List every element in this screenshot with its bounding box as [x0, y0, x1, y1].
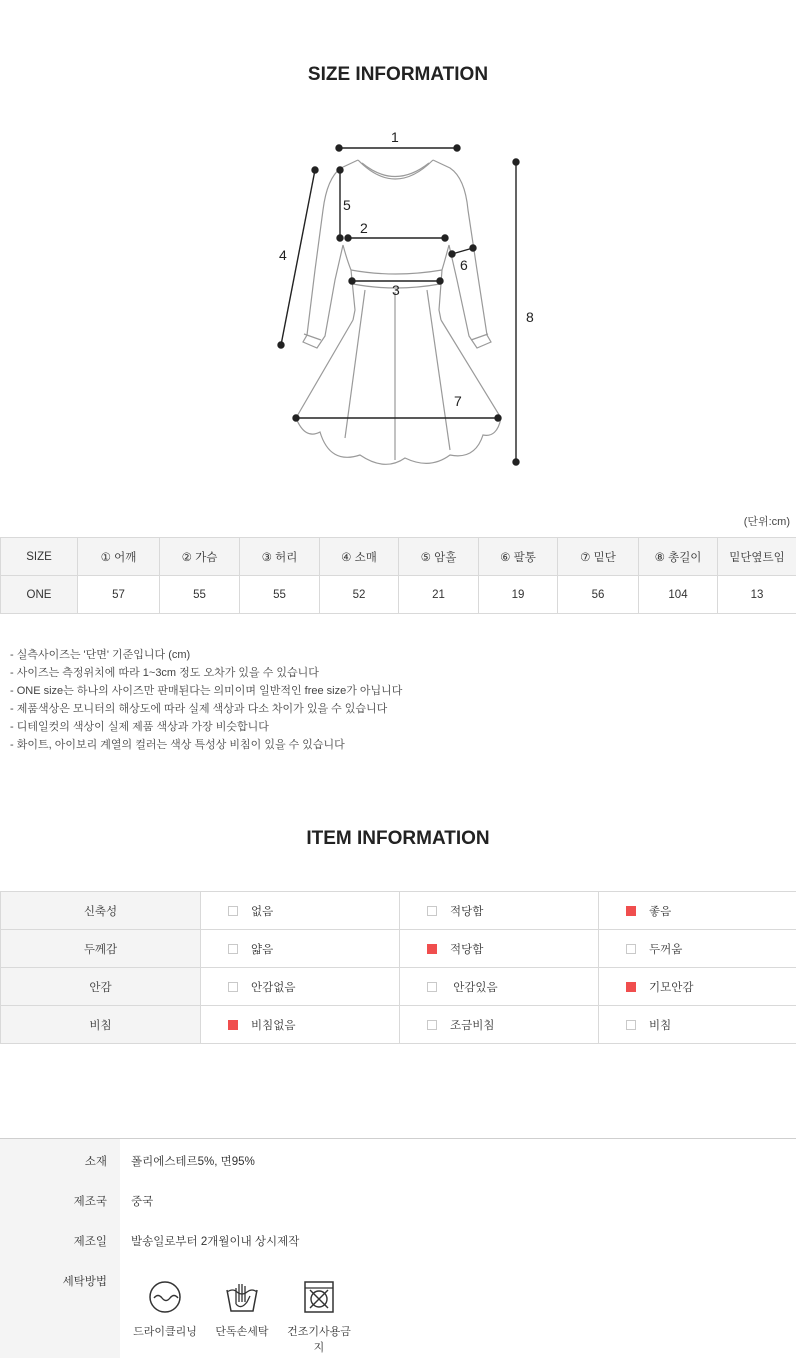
item-option-label: 조금비침	[450, 1019, 495, 1032]
size-cell: 104	[639, 576, 718, 614]
item-option-label: 적당함	[450, 905, 484, 918]
unchecked-box-icon	[228, 906, 238, 916]
measure-label-5: 5	[343, 197, 351, 213]
unchecked-box-icon	[427, 982, 437, 992]
measure-label-7: 7	[454, 393, 462, 409]
size-col-header: ④ 소매	[320, 538, 399, 576]
spec-key: 제조국	[73, 1196, 107, 1208]
item-table	[0, 891, 796, 1044]
size-cell: 57	[78, 576, 160, 614]
item-option	[201, 968, 400, 1006]
size-col-header: ② 가슴	[160, 538, 240, 576]
spec-value: 발송일로부터 2개월이내 상시제작	[131, 1236, 300, 1248]
unchecked-box-icon	[427, 906, 437, 916]
wash-no-dryer	[284, 1280, 354, 1355]
product-spec	[0, 1138, 796, 1358]
measure-label-3: 3	[392, 282, 400, 298]
wash-label-hand-wash: 단독손세탁	[215, 1326, 269, 1338]
item-row-label: 안감	[1, 968, 201, 1006]
size-table-row	[1, 576, 796, 614]
measure-label-8: 8	[526, 309, 534, 325]
dress-measurement-diagram	[265, 120, 545, 480]
size-note: - 실측사이즈는 '단면' 기준입니다 (cm)	[10, 649, 191, 661]
item-option-label: 안감있음	[450, 981, 498, 994]
wash-dry-clean	[130, 1280, 200, 1339]
unchecked-box-icon	[228, 982, 238, 992]
no-tumble-dry-icon	[302, 1280, 336, 1314]
item-option-label: 안감없음	[251, 981, 296, 994]
item-option	[599, 968, 796, 1006]
measure-label-1: 1	[391, 129, 399, 145]
item-option	[599, 930, 796, 968]
item-option	[599, 892, 796, 930]
size-information-title: SIZE INFORMATION	[307, 64, 489, 85]
unchecked-box-icon	[626, 1020, 636, 1030]
size-col-header: ① 어깨	[78, 538, 160, 576]
item-information-title: ITEM INFORMATION	[306, 828, 490, 849]
item-option-label: 비침	[649, 1019, 672, 1032]
unchecked-box-icon	[626, 944, 636, 954]
size-note: - 사이즈는 측정위치에 따라 1~3cm 정도 오차가 있을 수 있습니다	[10, 667, 319, 679]
item-option	[599, 1006, 796, 1044]
wash-label-no-dryer: 건조기사용금지	[287, 1326, 351, 1354]
item-option-label: 적당함	[450, 943, 484, 956]
item-option	[400, 1006, 599, 1044]
measure-label-4: 4	[279, 247, 287, 263]
size-col-header: SIZE	[1, 538, 78, 576]
item-row-label: 신축성	[1, 892, 201, 930]
size-cell: 55	[240, 576, 320, 614]
size-cell: 21	[399, 576, 479, 614]
item-option-label: 두꺼움	[649, 943, 683, 956]
size-notes	[10, 646, 402, 754]
item-row-label: 두께감	[1, 930, 201, 968]
hand-wash-icon	[223, 1280, 261, 1314]
unchecked-box-icon	[427, 1020, 437, 1030]
size-cell: ONE	[1, 576, 78, 614]
spec-value: 중국	[131, 1196, 154, 1208]
size-cell: 56	[558, 576, 639, 614]
item-row-label: 비침	[1, 1006, 201, 1044]
measure-label-6: 6	[460, 257, 468, 273]
item-option	[201, 892, 400, 930]
item-option	[201, 1006, 400, 1044]
checked-box-icon	[626, 906, 636, 916]
checked-box-icon	[626, 982, 636, 992]
wash-label-dry-clean: 드라이클리닝	[133, 1326, 197, 1338]
size-cell: 52	[320, 576, 399, 614]
item-row	[1, 930, 796, 968]
size-note: - 화이트, 아이보리 계열의 컬러는 색상 특성상 비침이 있을 수 있습니다	[10, 739, 345, 751]
size-note: - 제품색상은 모니터의 해상도에 따라 실제 색상과 다소 차이가 있을 수 있습니다	[10, 703, 388, 715]
size-col-header: ⑤ 암홀	[399, 538, 479, 576]
size-cell: 13	[718, 576, 796, 614]
size-note: - 디테일컷의 색상이 실제 제품 색상과 가장 비슷합니다	[10, 721, 269, 733]
item-option	[400, 892, 599, 930]
measure-label-2: 2	[360, 220, 368, 236]
size-col-header: ⑦ 밑단	[558, 538, 639, 576]
size-cell: 55	[160, 576, 240, 614]
item-option-label: 얇음	[251, 943, 274, 956]
item-option	[201, 930, 400, 968]
checked-box-icon	[228, 1020, 238, 1030]
spec-value: 폴리에스테르5%, 면95%	[131, 1156, 255, 1168]
unit-label: (단위:cm)	[743, 516, 790, 528]
unchecked-box-icon	[228, 944, 238, 954]
size-table-header	[1, 538, 796, 576]
size-col-header: ③ 허리	[240, 538, 320, 576]
item-option	[400, 930, 599, 968]
spec-key: 세탁방법	[62, 1276, 107, 1288]
item-row	[1, 968, 796, 1006]
size-col-header: 밑단옆트임	[718, 538, 796, 576]
item-option-label: 없음	[251, 905, 274, 918]
item-option-label: 비침없음	[251, 1019, 296, 1032]
item-option-label: 기모안감	[649, 981, 694, 994]
size-col-header: ⑥ 팔통	[479, 538, 558, 576]
size-col-header: ⑧ 총길이	[639, 538, 718, 576]
item-option-label: 좋음	[649, 905, 672, 918]
spec-key: 소재	[84, 1156, 107, 1168]
dry-clean-icon	[147, 1280, 183, 1314]
size-note: - ONE size는 하나의 사이즈만 판매된다는 의미이며 일반적인 free size가 아닙니다	[10, 685, 403, 697]
checked-box-icon	[427, 944, 437, 954]
size-table	[0, 537, 796, 614]
item-row	[1, 892, 796, 930]
size-cell: 19	[479, 576, 558, 614]
item-row	[1, 1006, 796, 1044]
item-option	[400, 968, 599, 1006]
wash-hand-wash	[207, 1280, 277, 1339]
spec-key: 제조일	[73, 1236, 107, 1248]
